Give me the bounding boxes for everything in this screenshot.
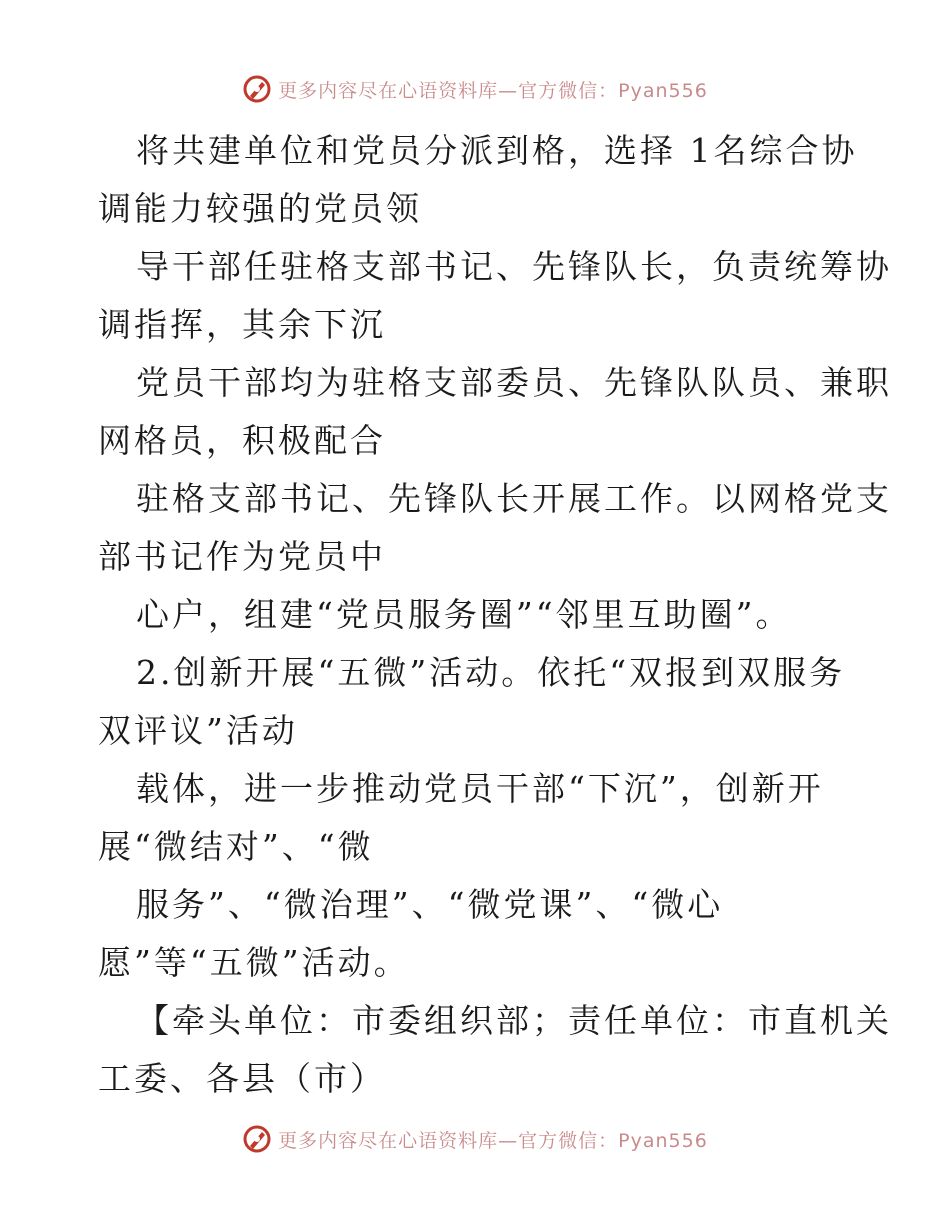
text-line: 载体，进一步推动党员干部“下沉”，创新开 <box>136 769 824 808</box>
text-line: 导干部任驻格支部书记、先锋队长，负责统筹协 <box>136 247 892 286</box>
pen-logo-icon <box>242 74 272 104</box>
footer-watermark-text: 更多内容尽在心语资料库—官方微信：Pyan556 <box>278 1129 708 1152</box>
header-watermark-text: 更多内容尽在心语资料库—官方微信：Pyan556 <box>278 79 708 102</box>
text-line: 2.创新开展“五微”活动。依托“双报到双服务 <box>136 653 846 692</box>
document-body <box>98 122 892 1108</box>
text-line: 党员干部均为驻格支部委员、先锋队队员、兼职 <box>136 363 892 402</box>
text-line: 部书记作为党员中 <box>98 537 386 576</box>
text-line: 将共建单位和党员分派到格，选择 1名综合协 <box>136 131 858 170</box>
text-line: 展“微结对”、“微 <box>98 827 374 866</box>
text-line: 驻格支部书记、先锋队长开展工作。以网格党支 <box>136 479 892 518</box>
footer-watermark <box>0 1124 950 1154</box>
text-line: 调指挥，其余下沉 <box>98 305 386 344</box>
text-line: 工委、各县（市） <box>98 1059 386 1098</box>
text-line: 【牵头单位：市委组织部；责任单位：市直机关 <box>136 1001 892 1040</box>
text-line: 心户，组建“党员服务圈”“邻里互助圈”。 <box>136 595 792 634</box>
text-line: 服务”、“微治理”、“微党课”、“微心 <box>136 885 724 924</box>
text-line: 愿”等“五微”活动。 <box>98 943 410 982</box>
text-line: 双评议”活动 <box>98 711 298 750</box>
pen-logo-icon <box>242 1124 272 1154</box>
text-line: 调能力较强的党员领 <box>98 189 422 228</box>
header-watermark <box>0 74 950 104</box>
text-line: 网格员，积极配合 <box>98 421 386 460</box>
